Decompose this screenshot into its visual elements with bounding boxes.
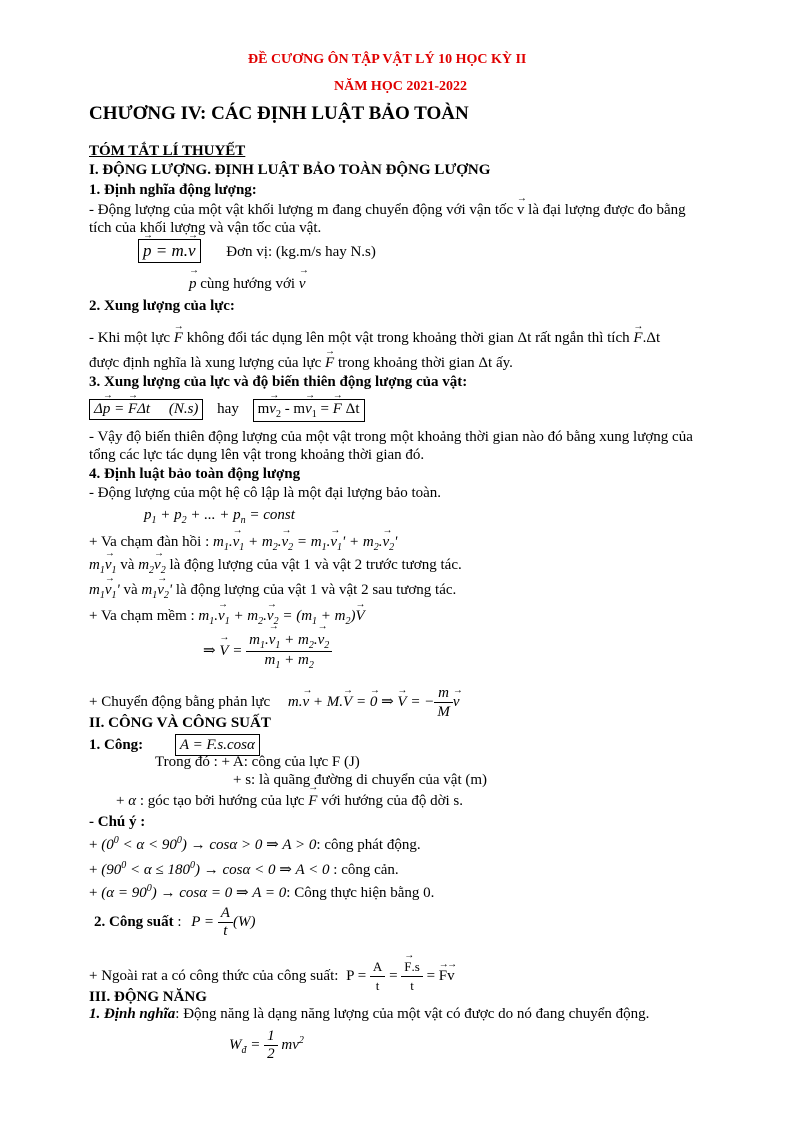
case-positive-work: + $(0^0 < \alpha < 90^0) \to \cos\alpha > 0$ ⇒ A > 0: công phát động. [89,835,421,853]
conservation-statement: - Động lượng của một hệ cô lập là một đại lượng bảo toàn. [89,485,442,501]
kinetic-energy-formula: $W_đ$ = $\frac{1}{2}$ $mv^2$ [229,1028,304,1062]
elastic-collision: + Va chạm đàn hồi : $m_1.\to v_1 + m_2.\to v_2 = m_1.\to v_1' + m_2.\to v_2'$ [89,533,397,557]
impulse-conclusion-2: tổng các lực tác dụng lên vật trong khoảng thời gian đó. [89,447,425,463]
work-where-s: + s: là quãng đường di chuyển của vật (m) [233,772,488,788]
momentum-def-line2: tích của khối lượng và vận tốc của vật. [89,220,322,236]
section-2-title: II. CÔNG VÀ CÔNG SUẤT [89,715,271,731]
impulse-line1: - Khi một lực → F không đổi tác dụng lên một vật trong khoảng thời gian Δt rất ngắn thì tích → F.Δt [89,329,660,347]
momentum-after: $m_1\to v_1'$ và $m_1\to v_2'$ là động lượng của vật 1 và vật 2 sau tương tác. [89,581,456,605]
impulse-line2: được định nghĩa là xung lượng của lực → F trong khoảng thời gian Δt ấy. [89,354,513,372]
conservation-formula: $p_1 + p_2$ + ... + $p_n$ = const [144,507,295,526]
school-year: NĂM HỌC 2021-2022 [334,79,467,94]
note-heading: - Chú ý : [89,814,146,830]
case-negative-work: + $(90^0 < \alpha \le 180^0) \to \cos\alpha < 0$ ⇒ A < 0 : công cản. [89,860,399,878]
heading-impulse: 2. Xung lượng của lực: [89,298,235,314]
doc-title: ĐỀ CƯƠNG ÔN TẬP VẬT LÝ 10 HỌC KỲ II [248,52,527,67]
heading-conservation: 4. Định luật bảo toàn động lượng [89,466,301,482]
section-3-title: III. ĐỘNG NĂNG [89,989,207,1005]
recoil-motion: + Chuyển động bằng phản lực m.→ v + M.→ V = → 0 ⇒ → V = − $\frac{m}{M}$ → v [89,684,460,721]
section-1-title: I. ĐỘNG LƯỢNG. ĐỊNH LUẬT BẢO TOÀN ĐỘNG LƯỢNG [89,162,491,178]
power-other-formula: + Ngoài rat a có công thức của công suất: P = $\frac{A}{t}$ = → $\frac{F.s}{t}$ = → F→ v [89,958,455,995]
impulse-conclusion-1: - Vậy độ biến thiên động lượng của một vật trong một khoảng thời gian nào đó bằng xung lượng của [89,429,693,445]
summary-heading: TÓM TẮT LÍ THUYẾT [89,143,246,159]
inelastic-velocity-formula: ⇒ → V = $\frac{m_1.\to v_1 + m_2.\to v_2}{m_1 + m_2}$ [203,632,332,671]
case-zero-work: + $(\alpha = 90^0) \to \cos\alpha = 0$ ⇒ A = 0: Công thực hiện bằng 0. [89,883,435,901]
same-direction-note: → p cùng hướng với → v [189,276,306,293]
power-heading: 2. Công suất : P = $\frac{A}{t}$ (W) [94,905,256,939]
momentum-formula: → p = m.→ v Đơn vị: (kg.m/s hay N.s) [138,239,376,263]
momentum-before: $m_1\to v_1$ và $m_2\to v_2$ là động lượng của vật 1 và vật 2 trước tương tác. [89,556,462,580]
heading-momentum-def: 1. Định nghĩa động lượng: [89,182,257,198]
inelastic-collision: + Va chạm mềm : $m_1.\to v_1 + m_2.\to v_2 = (m_1 + m_2)\to V$ [89,607,365,631]
work-heading: 1. Công: A = F.s.cosα [89,734,260,756]
heading-impulse-momentum: 3. Xung lượng của lực và độ biến thiên động lượng của vật: [89,374,468,390]
impulse-momentum-formula: Δ→ p = → FΔt (N.s) hay $m\to v_2 - m\to v_1$ = → F Δt [89,399,365,422]
work-where-A: Trong đó : + A: công của lực F (J) [155,754,360,770]
momentum-def-line1: - Động lượng của một vật khối lượng m đang chuyển động với vận tốc → v là đại lượng được đo bằng [89,201,686,219]
work-where-alpha: + α : góc tạo bởi hướng của lực → F với hướng của độ dời s. [116,793,463,810]
kinetic-energy-def: 1. Định nghĩa: Động năng là dạng năng lượng của một vật có được do nó đang chuyển động. [89,1006,650,1022]
chapter-title: CHƯƠNG IV: CÁC ĐỊNH LUẬT BẢO TOÀN [89,103,469,124]
